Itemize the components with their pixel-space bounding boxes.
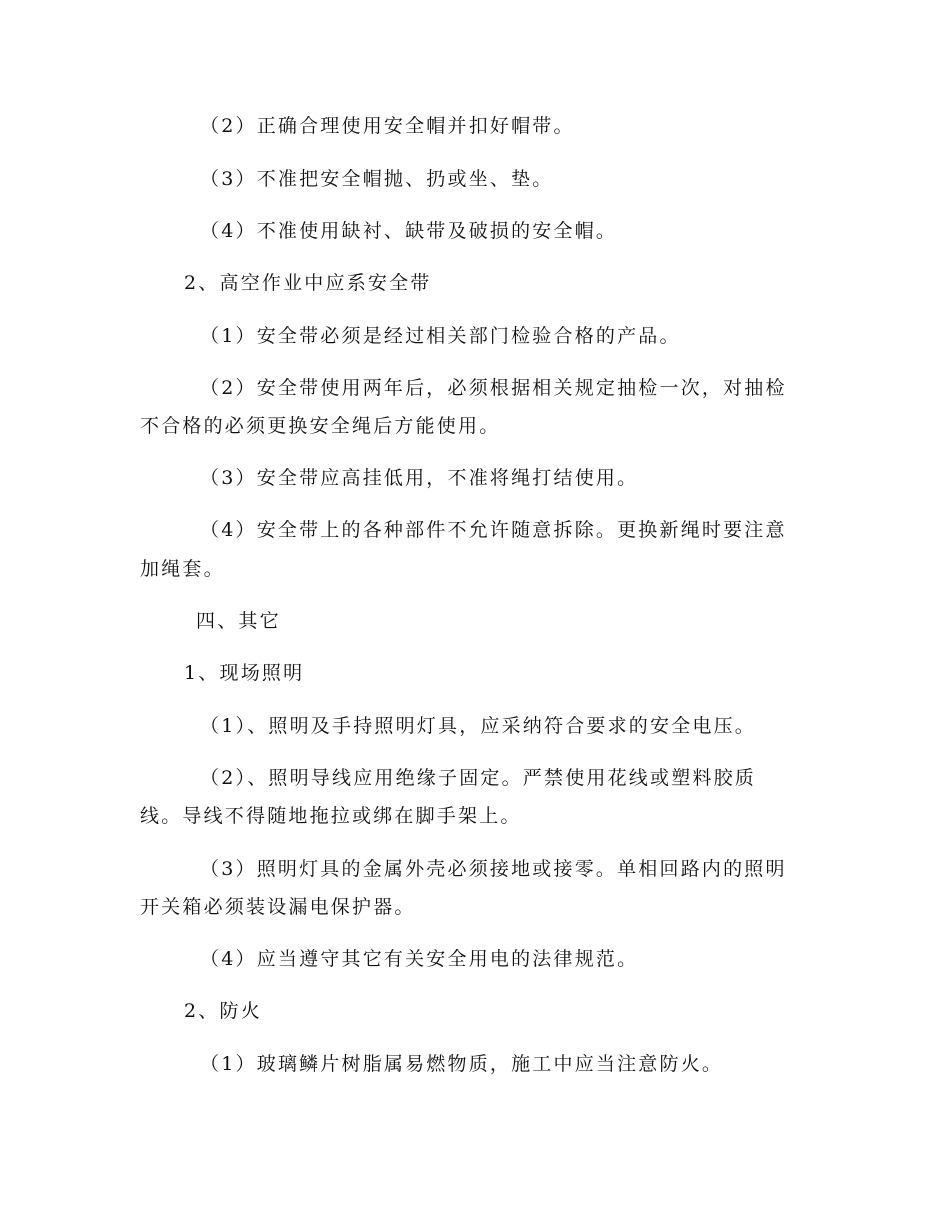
section-heading-safety-belt: 2、高空作业中应系安全带 <box>184 272 432 294</box>
list-item-belt-hang-high: （3）安全带应高挂低用，不准将绳打结使用。 <box>200 467 639 489</box>
list-item-helmet-no-damaged: （4）不准使用缺衬、缺带及破损的安全帽。 <box>200 220 618 242</box>
list-item-helmet-no-throw: （3）不准把安全帽抛、扔或坐、垫。 <box>200 168 554 190</box>
paragraph-belt-inspection-line-2: 不合格的必须更换安全绳后方能使用。 <box>140 415 501 437</box>
list-item-electrical-regulations: （4）应当遵守其它有关安全用电的法律规范。 <box>200 948 639 970</box>
paragraph-belt-inspection-line-1: （2）安全带使用两年后，必须根据相关规定抽检一次，对抽检 <box>200 377 787 399</box>
list-item-resin-flammable: （1）玻璃鳞片树脂属易燃物质，施工中应当注意防火。 <box>200 1053 724 1075</box>
paragraph-belt-parts-line-1: （4）安全带上的各种部件不允许随意拆除。更换新绳时要注意 <box>200 519 787 541</box>
paragraph-lighting-grounding-line-1: （3）照明灯具的金属外壳必须接地或接零。单相回路内的照明 <box>200 858 787 880</box>
list-item-belt-qualified: （1）安全带必须是经过相关部门检验合格的产品。 <box>200 325 681 347</box>
paragraph-lighting-grounding-line-2: 开关箱必须装设漏电保护器。 <box>140 896 416 918</box>
list-item-helmet-strap: （2）正确合理使用安全帽并扣好帽带。 <box>200 115 575 137</box>
paragraph-belt-parts-line-2: 加绳套。 <box>140 558 225 580</box>
paragraph-lighting-wires-line-1: （2）、照明导线应用绝缘子固定。严禁使用花线或塑料胶质 <box>200 767 756 789</box>
section-heading-fire-prevention: 2、防火 <box>184 1000 262 1022</box>
paragraph-lighting-wires-line-2: 线。导线不得随地拖拉或绑在脚手架上。 <box>140 805 522 827</box>
list-item-lighting-voltage: （1）、照明及手持照明灯具，应采纳符合要求的安全电压。 <box>200 715 756 737</box>
section-heading-site-lighting: 1、现场照明 <box>184 662 305 684</box>
chapter-heading-others: 四、其它 <box>196 610 281 632</box>
